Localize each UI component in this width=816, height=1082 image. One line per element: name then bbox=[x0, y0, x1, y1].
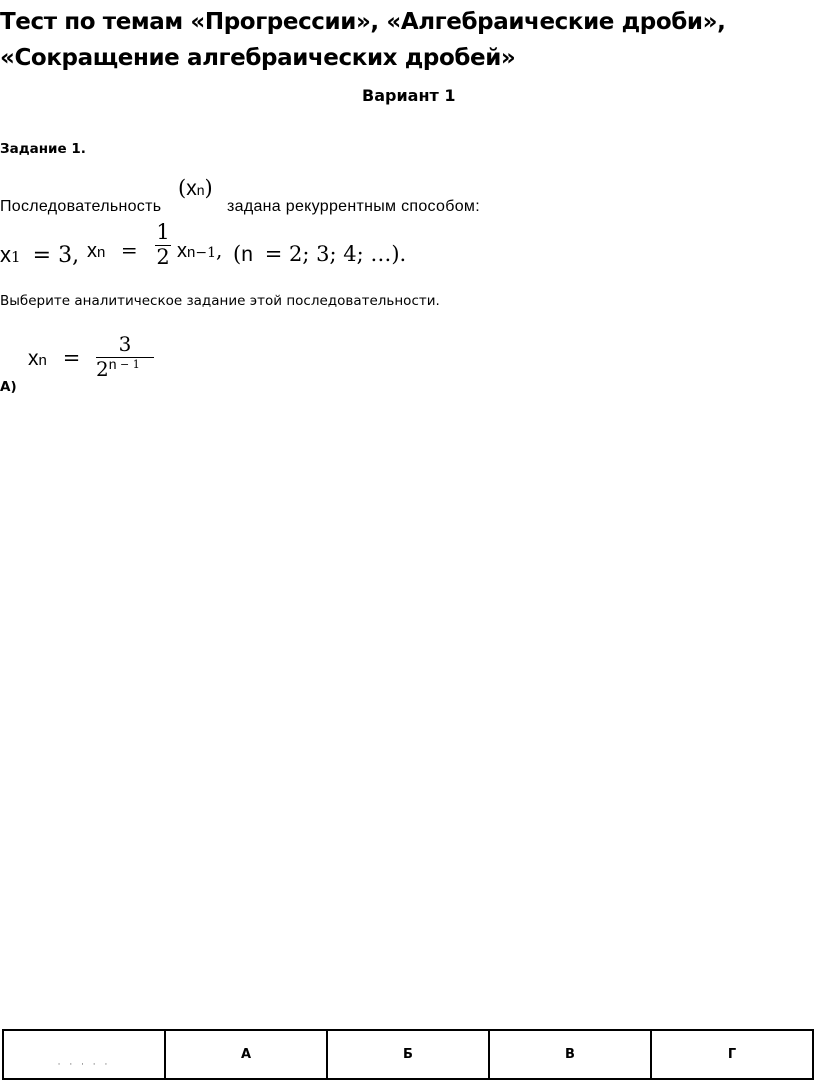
xprev-var: x bbox=[177, 240, 187, 262]
opt-a-x: x bbox=[28, 347, 39, 370]
title-line-2: «Сокращение алгебраических дробей» bbox=[0, 45, 516, 71]
task-label: Задание 1. bbox=[0, 141, 86, 157]
seq-x: x bbox=[186, 177, 197, 200]
answer-cell-b[interactable]: Б bbox=[327, 1030, 489, 1079]
x1-value: = 3, bbox=[32, 243, 80, 268]
answer-cell-g[interactable]: Г bbox=[651, 1030, 813, 1079]
instruction-text: Выберите аналитическое задание этой последовательности. bbox=[0, 293, 440, 309]
option-a-label: А) bbox=[0, 379, 17, 395]
sequence-rest-text: задана рекуррентным способом: bbox=[227, 198, 480, 215]
page-title bbox=[0, 4, 800, 76]
cond-open: ( bbox=[233, 242, 242, 266]
answer-cell-a[interactable]: А bbox=[165, 1030, 327, 1079]
xprev-sub-n: n bbox=[187, 244, 196, 261]
opt-a-den-exp-rest: − 1 bbox=[116, 358, 140, 371]
answer-table-row bbox=[3, 1030, 813, 1079]
frac-num: 1 bbox=[156, 220, 170, 244]
opt-a-den-base: 2 bbox=[96, 357, 109, 381]
xn-eq: = bbox=[120, 238, 138, 262]
sequence-text: Последовательность bbox=[0, 198, 162, 215]
answer-table bbox=[2, 1029, 814, 1080]
opt-a-sub: n bbox=[38, 352, 47, 369]
frac-den: 2 bbox=[156, 245, 170, 269]
seq-sub: n bbox=[196, 182, 205, 198]
xn-sub: n bbox=[97, 244, 106, 261]
variant-heading: Вариант 1 bbox=[362, 86, 456, 105]
cond-rest: = 2; 3; 4; …). bbox=[264, 242, 407, 266]
opt-a-eq: = bbox=[62, 346, 81, 370]
xn-var: x bbox=[87, 240, 97, 262]
half-fraction bbox=[155, 220, 171, 269]
x1-sub: 1 bbox=[11, 248, 21, 266]
cond-n: n bbox=[241, 243, 253, 266]
title-line-1: Тест по темам «Прогрессии», «Алгебраические дроби», bbox=[0, 9, 726, 35]
paren-close: ) bbox=[204, 176, 213, 200]
answer-cell-task[interactable]: · · · · · bbox=[3, 1030, 165, 1079]
xprev-sub-rest: −1 bbox=[195, 245, 216, 261]
x1-var: x bbox=[0, 242, 11, 267]
answer-cell-v[interactable]: В bbox=[489, 1030, 651, 1079]
opt-a-fraction bbox=[96, 332, 154, 382]
sequence-symbol bbox=[178, 176, 213, 201]
paren-open: ( bbox=[178, 176, 187, 200]
opt-a-den-exp-var: n bbox=[108, 356, 117, 372]
opt-a-num: 3 bbox=[118, 332, 132, 356]
